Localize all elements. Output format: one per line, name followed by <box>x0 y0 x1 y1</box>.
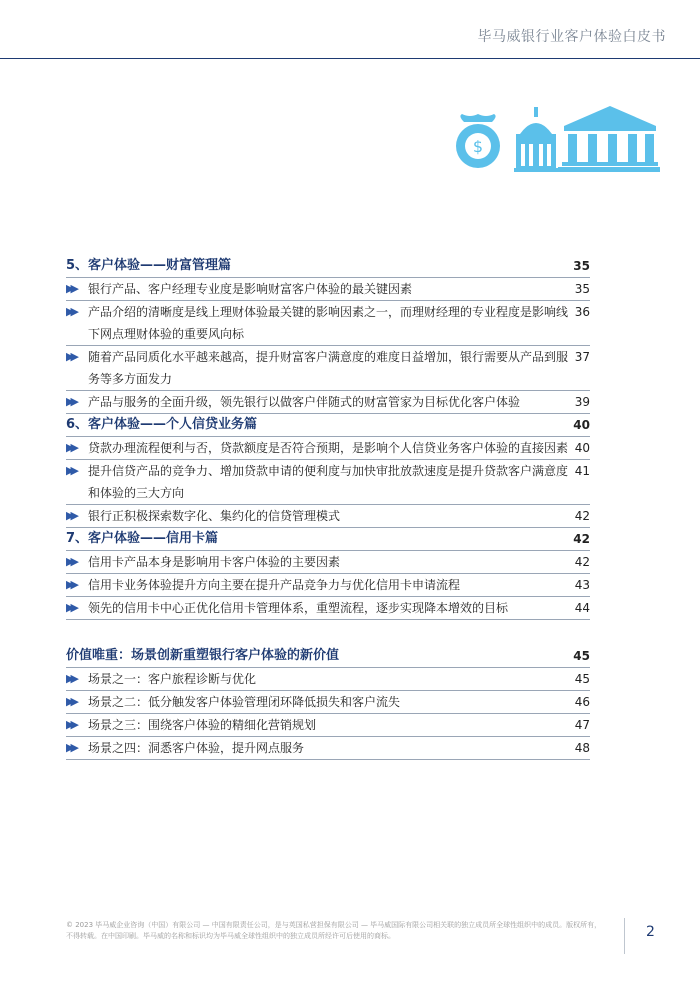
svg-text:$: $ <box>472 137 484 156</box>
toc-page-number: 35 <box>574 282 590 296</box>
toc-page-number: 42 <box>574 555 590 569</box>
toc-section[interactable] <box>66 255 590 277</box>
toc-page-number: 44 <box>574 601 590 615</box>
toc-section-title: 7、客户体验——信用卡篇 <box>66 531 219 546</box>
toc-item-label: 随着产品同质化水平越来越高，提升财富客户满意度的难度日益增加，银行需要从产品到服务等多方面发力 <box>88 350 569 386</box>
double-arrow-icon: ▶▶ <box>66 578 75 591</box>
page-number: 2 <box>646 924 655 940</box>
toc-item[interactable] <box>66 437 590 459</box>
toc-item-label: 产品介绍的清晰度是线上理财体验最关键的影响因素之一，而理财经理的专业程度是影响线下网点理财体验的重要风向标 <box>88 305 569 341</box>
toc-page-number: 48 <box>574 741 590 755</box>
double-arrow-icon: ▶▶ <box>66 695 75 708</box>
toc-page-number: 39 <box>574 395 590 409</box>
toc-section-title: 5、客户体验——财富管理篇 <box>66 258 232 273</box>
double-arrow-icon: ▶▶ <box>66 441 75 454</box>
toc-item-label: 场景之一：客户旅程诊断与优化 <box>88 672 257 686</box>
toc-item-label: 贷款办理流程便利与否，贷款额度是否符合预期，是影响个人信贷业务客户体验的直接因素 <box>88 441 569 455</box>
toc-page-number: 42 <box>573 532 590 546</box>
toc-page-number: 43 <box>574 578 590 592</box>
toc-item-label: 银行正积极探索数字化、集约化的信贷管理模式 <box>88 509 341 523</box>
toc-section[interactable] <box>66 414 590 436</box>
double-arrow-icon: ▶▶ <box>66 350 75 363</box>
footer-legal: © 2023 毕马威企业咨询（中国）有限公司 — 中国有限责任公司，是与英国私营担保有限公司 — 毕马威国际有限公司相关联的独立成员所全球性组织中的成员。版权所有，不得转载。在中国印刷。毕马威的名称和标识均为毕马威全球性组织中的独立成员所经许可后使用的商标。 <box>66 921 602 940</box>
toc-item[interactable] <box>66 505 590 527</box>
money-bag-icon <box>456 114 500 168</box>
double-arrow-icon: ▶▶ <box>66 672 75 685</box>
double-arrow-icon: ▶▶ <box>66 555 75 568</box>
toc-item-label: 银行产品、客户经理专业度是影响财富客户体验的最关键因素 <box>88 282 413 296</box>
toc-section-title: 价值唯重：场景创新重塑银行客户体验的新价值 <box>66 648 340 663</box>
toc-page-number: 36 <box>574 305 590 319</box>
toc-item[interactable] <box>66 391 590 413</box>
double-arrow-icon: ▶▶ <box>66 282 75 295</box>
icon-group <box>450 104 660 174</box>
toc-item[interactable] <box>66 460 590 504</box>
capitol-icon <box>514 107 558 172</box>
header-title: 毕马威银行业客户体验白皮书 <box>477 29 666 45</box>
double-arrow-icon: ▶▶ <box>66 464 75 477</box>
toc-item[interactable] <box>66 346 590 390</box>
double-arrow-icon: ▶▶ <box>66 741 75 754</box>
toc-item[interactable] <box>66 737 590 759</box>
toc-page-number: 42 <box>574 509 590 523</box>
toc-item[interactable] <box>66 691 590 713</box>
toc-page-number: 46 <box>574 695 590 709</box>
toc-item[interactable] <box>66 597 590 619</box>
toc-item-label: 场景之二：低分触发客户体验管理闭环降低损失和客户流失 <box>88 695 401 709</box>
double-arrow-icon: ▶▶ <box>66 718 75 731</box>
toc-item[interactable] <box>66 574 590 596</box>
toc-item-label: 场景之四：洞悉客户体验，提升网点服务 <box>88 741 305 755</box>
toc-page-number: 40 <box>573 418 590 432</box>
toc-section[interactable] <box>66 645 590 667</box>
double-arrow-icon: ▶▶ <box>66 601 75 614</box>
toc-divider <box>66 759 590 760</box>
toc-page-number: 40 <box>574 441 590 455</box>
toc-page-number: 41 <box>574 464 590 478</box>
toc-section-title: 6、客户体验——个人信贷业务篇 <box>66 417 258 432</box>
toc-page-number: 47 <box>574 718 590 732</box>
toc-item-label: 信用卡产品本身是影响用卡客户体验的主要因素 <box>88 555 341 569</box>
toc-item-label: 提升信贷产品的竞争力、增加贷款申请的便利度与加快审批放款速度是提升贷款客户满意度和体验的三大方向 <box>88 464 569 500</box>
footer-divider <box>624 918 625 954</box>
toc-item-label: 产品与服务的全面升级，领先银行以做客户伴随式的财富管家为目标优化客户体验 <box>88 395 521 409</box>
double-arrow-icon: ▶▶ <box>66 395 75 408</box>
toc-item[interactable] <box>66 714 590 736</box>
toc-page-number: 35 <box>573 259 590 273</box>
toc-item[interactable] <box>66 668 590 690</box>
double-arrow-icon: ▶▶ <box>66 509 75 522</box>
bank-icon <box>558 106 660 172</box>
toc-item-label: 场景之三：围绕客户体验的精细化营销规划 <box>88 718 317 732</box>
toc-item[interactable] <box>66 551 590 573</box>
toc-item-label: 信用卡业务体验提升方向主要在提升产品竞争力与优化信用卡申请流程 <box>88 578 461 592</box>
toc-page-number: 45 <box>573 649 590 663</box>
toc-page-number: 37 <box>574 350 590 364</box>
header-rule <box>0 58 700 59</box>
toc-item[interactable] <box>66 301 590 345</box>
toc-item[interactable] <box>66 278 590 300</box>
table-of-contents <box>66 255 590 760</box>
double-arrow-icon: ▶▶ <box>66 305 75 318</box>
toc-item-label: 领先的信用卡中心正优化信用卡管理体系，重塑流程，逐步实现降本增效的目标 <box>88 601 509 615</box>
toc-gap <box>66 620 590 645</box>
toc-page-number: 45 <box>574 672 590 686</box>
toc-section[interactable] <box>66 528 590 550</box>
